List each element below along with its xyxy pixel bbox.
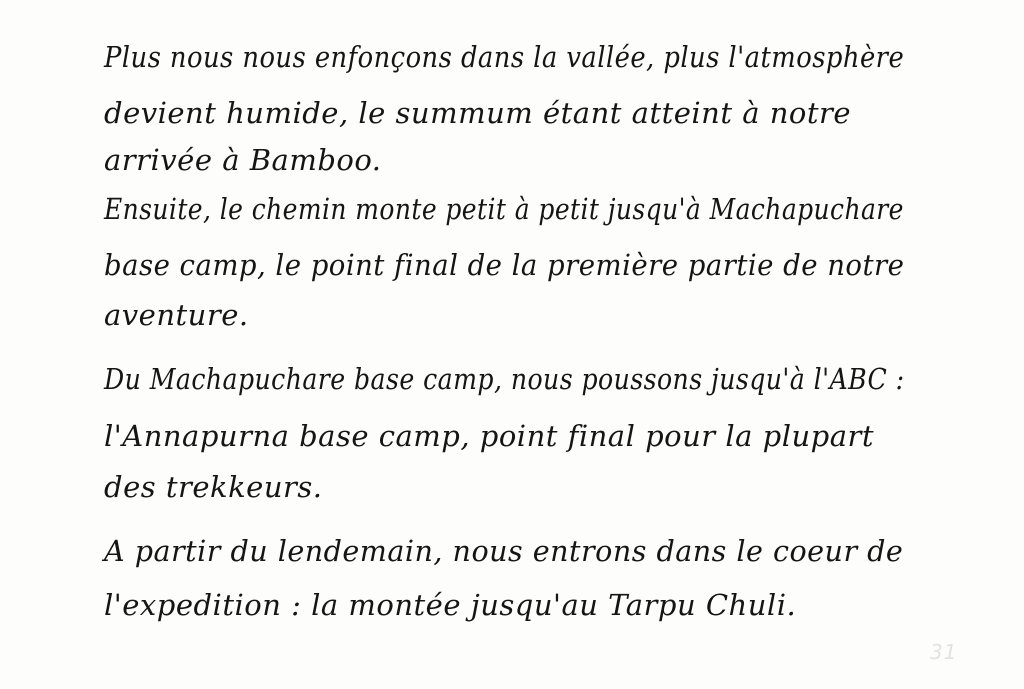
page-number: 31 (930, 640, 958, 664)
text-line-9: des trekkeurs. (104, 470, 323, 504)
text-line-8: l'Annapurna base camp, point final pour la plupart (104, 419, 875, 453)
text-line-10: A partir du lendemain, nous entrons dans le coeur de (104, 534, 904, 568)
text-line-11: l'expedition : la montée jusqu'au Tarpu Chuli. (104, 588, 797, 622)
text-line-2: devient humide, le summum étant atteint à notre (104, 96, 852, 130)
text-line-5: base camp, le point final de la première partie de notre (104, 248, 905, 282)
text-line-6: aventure. (104, 298, 249, 332)
text-line-4: Ensuite, le chemin monte petit à petit jusqu'à Machapuchare (104, 192, 904, 226)
text-line-1: Plus nous nous enfonçons dans la vallée, plus l'atmosphère (104, 40, 905, 74)
text-line-3: arrivée à Bamboo. (104, 143, 382, 177)
text-line-7: Du Machapuchare base camp, nous poussons jusqu'à l'ABC : (104, 362, 905, 396)
